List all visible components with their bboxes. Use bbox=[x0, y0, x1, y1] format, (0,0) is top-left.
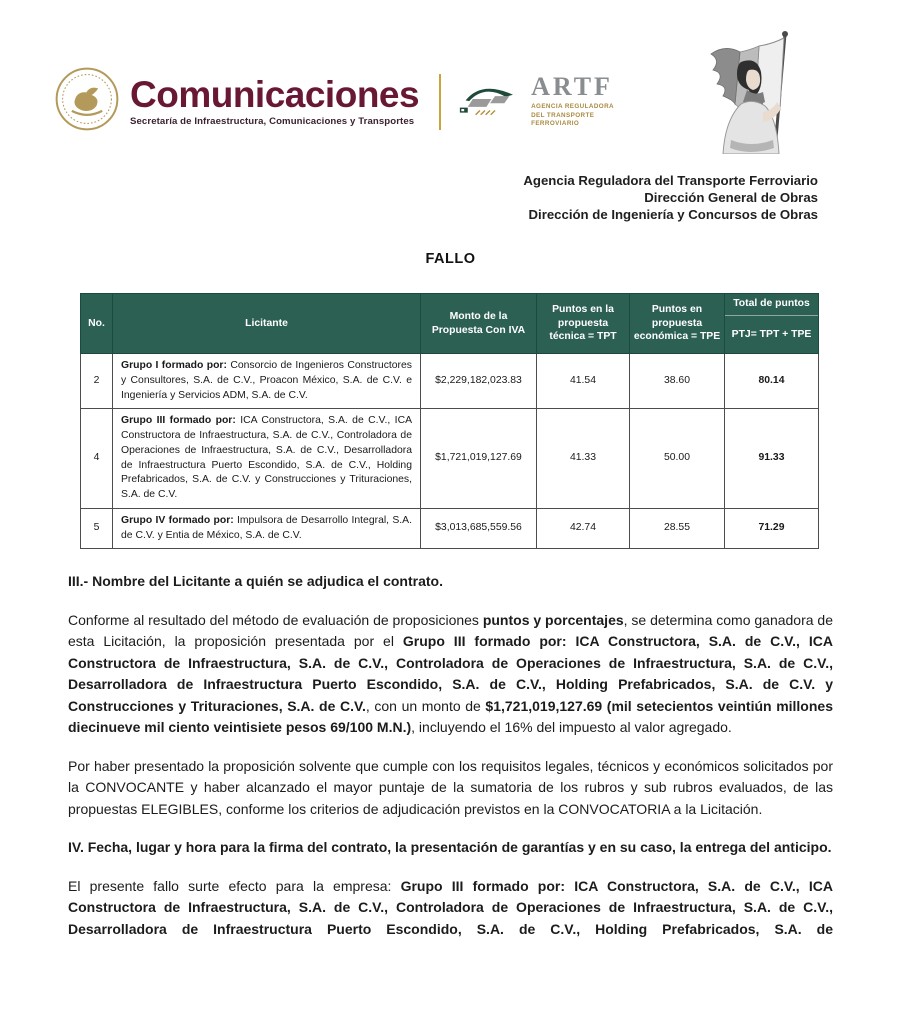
table-header-row bbox=[81, 294, 819, 354]
col-header-licitante: Licitante bbox=[113, 294, 421, 354]
office-line: Agencia Reguladora del Transporte Ferroviario bbox=[523, 173, 818, 188]
row-licitante: Grupo I formado por: Consorcio de Ingenieros Constructores y Consultores, S.A. de C.V., Proacon México, S.A. de C.V. e Ingeniería y Servicios ADM, S.A. de C.V. bbox=[113, 354, 421, 409]
row-tpt: 41.54 bbox=[537, 354, 630, 409]
table-row bbox=[81, 409, 819, 509]
logo-divider bbox=[439, 74, 441, 130]
page-title: FALLO bbox=[425, 251, 476, 267]
paragraph-award: Conforme al resultado del método de evaluación de proposiciones puntos y porcentajes, se determina como ganadora de esta Licitación, la proposición presentada por el Grupo III formado por: ICA Constructora, S.A. de C.V., ICA Constructora de Infraestructura, S.A. de C.V., Controladora de Operaciones de Infraestructura, S.A. de C.V., Desarrolladora de Infraestructura Puerto Escondido, S.A. de C.V., Holding Prefabricados, S.A. de C.V. y Construcciones y Trituraciones, S.A. de C.V., con un monto de $1,721,019,127.69 (mil setecientos veintiún millones diecinueve mil ciento veintisiete pesos 69/100 M.N.), incluyendo el 16% del impuesto al valor agregado. bbox=[68, 611, 833, 736]
row-monto: $1,721,019,127.69 bbox=[421, 409, 537, 509]
col-header-tpt: Puntos en la propuesta técnica = TPT bbox=[537, 294, 630, 354]
row-tpe: 28.55 bbox=[630, 508, 725, 549]
brand-block bbox=[130, 76, 419, 127]
document-body bbox=[68, 571, 833, 940]
government-logo bbox=[54, 66, 614, 137]
paragraph-effect: El presente fallo surte efecto para la empresa: Grupo III formado por: ICA Constructora, S.A. de C.V., ICA Constructora de Infraestructura, S.A. de C.V., Controladora de Operaciones de Infraestructura, S.A. de C.V., Desarrolladora de Infraestructura Puerto Escondido, S.A. de C.V., Holding Prefabricados, S.A. de bbox=[68, 877, 833, 937]
row-no: 4 bbox=[81, 409, 113, 509]
col-header-no: No. bbox=[81, 294, 113, 354]
row-total: 80.14 bbox=[725, 354, 819, 409]
col-header-monto: Monto de la Propuesta Con IVA bbox=[421, 294, 537, 354]
col-header-tpe: Puntos en propuesta económica = TPE bbox=[630, 294, 725, 354]
col-header-total: Total de puntos PTJ= TPT + TPE bbox=[725, 294, 819, 354]
row-total: 71.29 bbox=[725, 508, 819, 549]
row-total: 91.33 bbox=[725, 409, 819, 509]
table-row bbox=[81, 508, 819, 549]
row-tpe: 38.60 bbox=[630, 354, 725, 409]
brand-name: Comunicaciones bbox=[130, 74, 420, 115]
row-no: 2 bbox=[81, 354, 113, 409]
row-no: 5 bbox=[81, 508, 113, 549]
flag-woman-illustration bbox=[679, 28, 821, 159]
artf-train-icon bbox=[457, 75, 523, 128]
row-licitante: Grupo III formado por: ICA Constructora, S.A. de C.V., ICA Constructora de Infraestructura, S.A. de C.V., Controladora de Operaciones de Infraestructura, S.A. de C.V., Desarrolladora de Infraestructura Puerto Escondido, S.A. de C.V., Holding Prefabricados, S.A. de C.V. y Construcciones y Trituraciones, S.A. de C.V. bbox=[113, 409, 421, 509]
brand-subtitle: Secretaría de Infraestructura, Comunicaciones y Transportes bbox=[130, 116, 415, 127]
office-line: Dirección de Ingeniería y Concursos de Obras bbox=[528, 207, 818, 222]
row-tpt: 42.74 bbox=[537, 508, 630, 549]
row-monto: $2,229,182,023.83 bbox=[421, 354, 537, 409]
artf-text bbox=[531, 74, 614, 129]
row-tpt: 41.33 bbox=[537, 409, 630, 509]
artf-logo bbox=[457, 74, 614, 129]
office-line: Dirección General de Obras bbox=[644, 190, 818, 205]
paragraph-justification: Por haber presentado la proposición solvente que cumple con los requisitos legales, técnicos y económicos solicitados por la CONVOCANTE y haber alcanzado el mayor puntaje de la sumatoria de los rubros y sub rubros evaluados, de las propuestas ELEGIBLES, conforme los criterios de adjudicación previstos en la CONVOCATORIA a la Licitación. bbox=[68, 757, 833, 817]
section-iv-heading: IV. Fecha, lugar y hora para la firma del contrato, la presentación de garantías y en su caso, la entrega del anticipo. bbox=[68, 839, 832, 856]
row-tpe: 50.00 bbox=[630, 409, 725, 509]
row-licitante: Grupo IV formado por: Impulsora de Desarrollo Integral, S.A. de C.V. y Entia de México, S.A. de C.V. bbox=[113, 508, 421, 549]
results-table bbox=[80, 293, 819, 549]
table-row bbox=[81, 354, 819, 409]
mexico-seal-icon bbox=[54, 66, 120, 137]
artf-subtitle: AGENCIA REGULADORA DEL TRANSPORTE FERROVIARIO bbox=[531, 103, 614, 128]
section-iii-heading: III.- Nombre del Licitante a quién se adjudica el contrato. bbox=[68, 573, 443, 590]
row-monto: $3,013,685,559.56 bbox=[421, 508, 537, 549]
masthead bbox=[68, 30, 833, 160]
office-header bbox=[68, 172, 833, 223]
artf-acronym: ARTF bbox=[531, 72, 613, 102]
